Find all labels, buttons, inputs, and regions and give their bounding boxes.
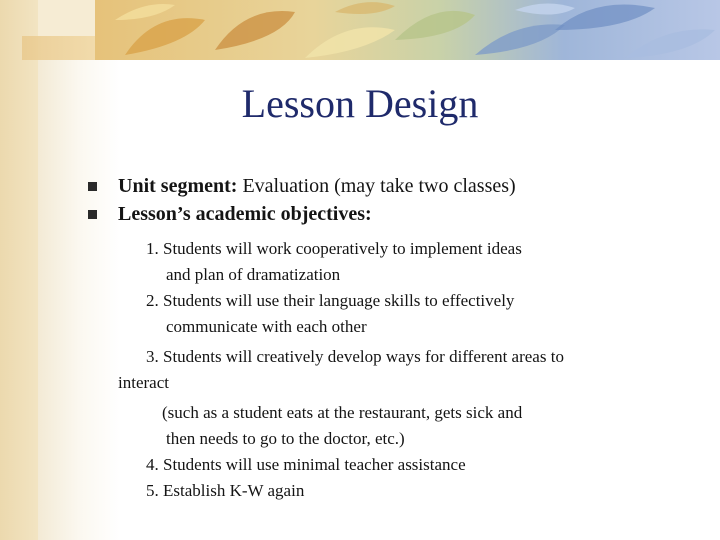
bullet-academic-objectives	[88, 200, 708, 228]
objective-3-line-2: interact	[118, 373, 169, 392]
objective-3-note-line-2: then needs to go to the doctor, etc.)	[166, 429, 405, 448]
slide-title: Lesson Design	[241, 81, 479, 126]
bullet-text: Evaluation (may take two classes)	[237, 175, 516, 197]
bullet-unit-segment	[88, 172, 708, 200]
objective-3-note-line-1: (such as a student eats at the restaurant, gets sick and	[162, 403, 523, 422]
square-bullet-icon	[88, 182, 97, 191]
bullet-label: Lesson’s academic objectives:	[118, 203, 372, 225]
objective-4: 4. Students will use minimal teacher assistance	[146, 455, 466, 474]
objective-1-line-1: 1. Students will work cooperatively to implement ideas	[146, 239, 522, 258]
objective-2-line-1: 2. Students will use their language skills to effectively	[146, 291, 515, 310]
square-bullet-icon	[88, 210, 97, 219]
objective-3-line-1: 3. Students will creatively develop ways for different areas to	[146, 347, 564, 366]
decorative-tile	[22, 36, 100, 60]
leaf-banner-image	[95, 0, 720, 60]
bullet-label: Unit segment:	[118, 175, 238, 197]
objectives-list	[118, 236, 698, 504]
objective-2-line-2: communicate with each other	[166, 317, 367, 336]
objective-1-line-2: and plan of dramatization	[166, 265, 341, 284]
bullet-list	[88, 172, 708, 228]
objective-5: 5. Establish K-W again	[146, 481, 305, 500]
